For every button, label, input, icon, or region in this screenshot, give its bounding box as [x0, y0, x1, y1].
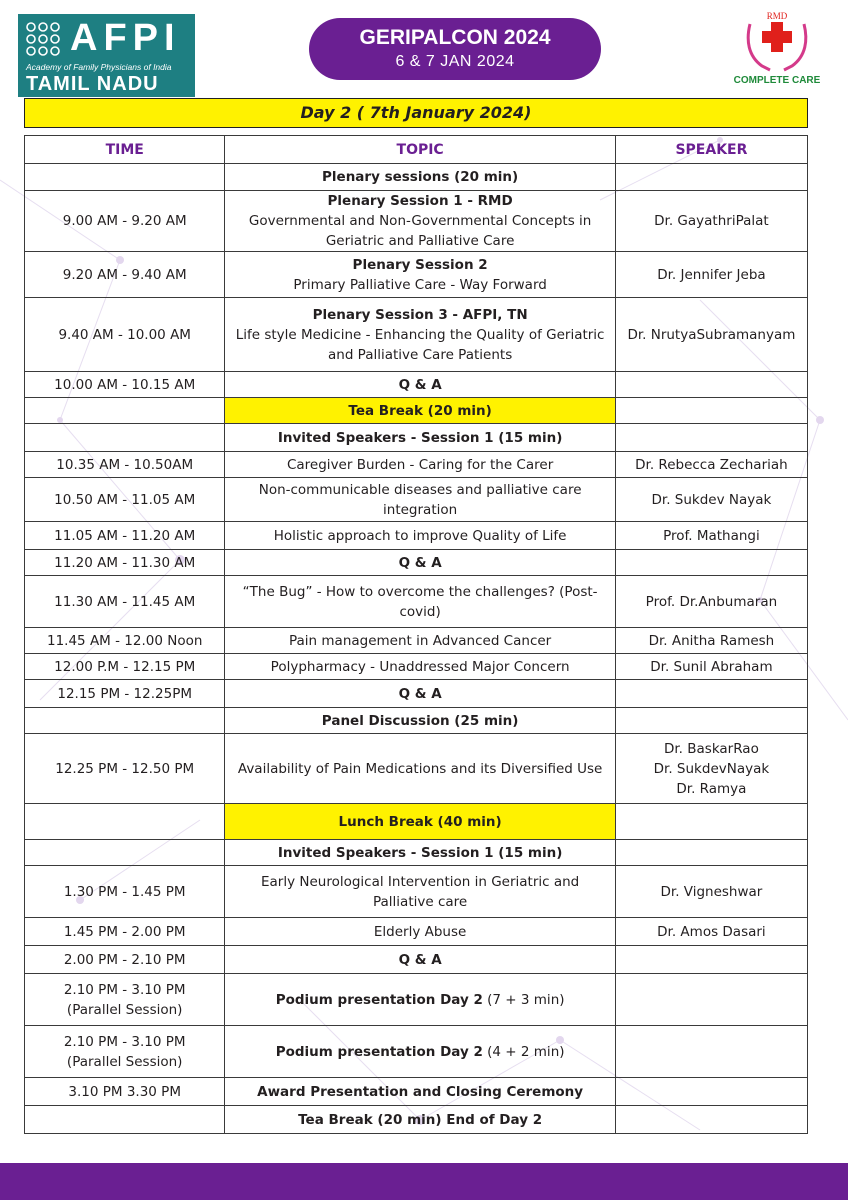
time-text: 2.00 PM - 2.10 PM: [63, 951, 186, 968]
time-text: 12.15 PM - 12.25PM: [57, 685, 192, 702]
speaker-cell: [615, 734, 807, 804]
topic-title: Lunch Break (40 min): [338, 813, 502, 830]
topic-title: Award Presentation and Closing Ceremony: [257, 1083, 584, 1100]
topic-cell: [225, 918, 615, 946]
table-row: [25, 452, 808, 478]
topic-description: Holistic approach to improve Quality of Life: [273, 527, 567, 544]
topic-cell: [225, 191, 615, 252]
speaker-cell: [615, 298, 807, 372]
table-row: [25, 840, 808, 866]
table-row: [25, 576, 808, 628]
topic-title: Invited Speakers - Session 1 (15 min): [277, 429, 563, 446]
topic-cell: [225, 680, 615, 708]
table-row: [25, 478, 808, 522]
topic-description: Caregiver Burden - Caring for the Carer: [286, 456, 554, 473]
speaker-name: Dr. Amos Dasari: [657, 923, 766, 940]
time-cell: [25, 918, 225, 946]
speaker-cell: [615, 1026, 807, 1078]
speaker-name: Prof. Dr.Anbumaran: [645, 593, 778, 610]
table-row: [25, 522, 808, 550]
topic-cell: [225, 398, 615, 424]
topic-cell: [225, 252, 615, 298]
time-text: 11.05 AM - 11.20 AM: [54, 527, 196, 544]
speaker-cell: [615, 654, 807, 680]
time-text: 2.10 PM - 3.10 PM: [63, 981, 186, 998]
topic-description: Life style Medicine - Enhancing the Quality of Geriatric and Palliative Care Patients: [235, 326, 605, 363]
table-row: [25, 1078, 808, 1106]
table-row: [25, 946, 808, 974]
topic-title: Q & A: [398, 554, 442, 571]
speaker-name: Dr. Rebecca Zechariah: [635, 456, 788, 473]
table-row: [25, 164, 808, 191]
topic-description: Elderly Abuse: [373, 923, 467, 940]
topic-title: Tea Break (20 min): [348, 402, 492, 419]
time-cell: [25, 252, 225, 298]
speaker-cell: [615, 252, 807, 298]
topic-cell: [225, 1026, 615, 1078]
time-cell: [25, 452, 225, 478]
time-text: 1.45 PM - 2.00 PM: [63, 923, 186, 940]
time-cell: [25, 1106, 225, 1134]
time-cell: [25, 654, 225, 680]
afpi-state: TAMIL NADU: [26, 73, 159, 95]
speaker-cell: [615, 680, 807, 708]
topic-title: Plenary Session 1 - RMD: [327, 193, 513, 209]
topic-cell: [225, 478, 615, 522]
time-cell: [25, 734, 225, 804]
table-row: [25, 654, 808, 680]
time-text: 11.20 AM - 11.30 AM: [54, 554, 196, 571]
topic-cell: [225, 1078, 615, 1106]
time-text: (Parallel Session): [66, 1001, 183, 1018]
afpi-dots-icon: [24, 20, 68, 60]
speaker-name: Prof. Mathangi: [663, 527, 760, 544]
time-cell: [25, 398, 225, 424]
afpi-full-name: Academy of Family Physicians of India: [26, 62, 172, 72]
time-cell: [25, 522, 225, 550]
topic-title: Q & A: [398, 376, 442, 393]
speaker-cell: [615, 946, 807, 974]
speaker-name: Dr. BaskarRao Dr. SukdevNayak Dr. Ramya: [653, 740, 770, 797]
time-cell: [25, 840, 225, 866]
topic-description: Availability of Pain Medications and its Diversified Use: [237, 760, 603, 777]
time-text: 9.40 AM - 10.00 AM: [58, 326, 191, 343]
rmd-tagline: COMPLETE CARE: [733, 75, 821, 86]
column-header-speaker: SPEAKER: [615, 136, 807, 164]
topic-title: Podium presentation Day 2: [275, 991, 483, 1008]
table-row: [25, 974, 808, 1026]
afpi-logo-text: AFPI: [70, 17, 181, 59]
table-row: [25, 424, 808, 452]
table-row: [25, 298, 808, 372]
topic-cell: [225, 372, 615, 398]
topic-description: Pain management in Advanced Cancer: [288, 632, 552, 649]
time-cell: [25, 1026, 225, 1078]
table-row: [25, 1026, 808, 1078]
topic-description: “The Bug” - How to overcome the challenges? (Post-covid): [242, 583, 598, 620]
table-row: [25, 550, 808, 576]
table-row: [25, 866, 808, 918]
time-text: 3.10 PM 3.30 PM: [68, 1083, 181, 1100]
speaker-cell: [615, 164, 807, 191]
topic-cell: [225, 654, 615, 680]
time-text: 10.35 AM - 10.50AM: [56, 456, 194, 473]
topic-cell: [225, 452, 615, 478]
time-text: 12.25 PM - 12.50 PM: [55, 760, 195, 777]
speaker-cell: [615, 974, 807, 1026]
column-header-time: TIME: [25, 136, 225, 164]
speaker-cell: [615, 1106, 807, 1134]
table-row: [25, 628, 808, 654]
time-cell: [25, 191, 225, 252]
table-row: [25, 918, 808, 946]
event-dates: 6 & 7 JAN 2024: [395, 53, 515, 70]
speaker-cell: [615, 804, 807, 840]
topic-description: Early Neurological Intervention in Geriatric and Palliative care: [260, 873, 580, 910]
time-cell: [25, 680, 225, 708]
topic-title: Q & A: [398, 951, 442, 968]
topic-cell: [225, 974, 615, 1026]
topic-cell: [225, 576, 615, 628]
time-text: 9.00 AM - 9.20 AM: [62, 213, 187, 229]
table-row: [25, 680, 808, 708]
topic-cell: [225, 164, 615, 191]
topic-cell: [225, 424, 615, 452]
rmd-hands-cross-icon: [742, 10, 812, 74]
time-text: 11.30 AM - 11.45 AM: [54, 593, 196, 610]
topic-cell: [225, 550, 615, 576]
speaker-cell: [615, 452, 807, 478]
time-text: 1.30 PM - 1.45 PM: [63, 883, 186, 900]
topic-cell: [225, 1106, 615, 1134]
time-cell: [25, 164, 225, 191]
speaker-name: Dr. Jennifer Jeba: [657, 266, 766, 283]
topic-cell: [225, 628, 615, 654]
time-cell: [25, 372, 225, 398]
topic-title: Plenary Session 3 - AFPI, TN: [312, 306, 528, 323]
speaker-cell: [615, 191, 807, 252]
topic-cell: [225, 866, 615, 918]
topic-description: Primary Palliative Care - Way Forward: [293, 276, 547, 293]
day-heading: Day 2 ( 7th January 2024): [24, 98, 808, 128]
speaker-cell: [615, 866, 807, 918]
topic-cell: [225, 840, 615, 866]
table-row: [25, 708, 808, 734]
topic-title: Podium presentation Day 2: [275, 1043, 483, 1060]
speaker-name: Dr. Sukdev Nayak: [651, 491, 772, 508]
speaker-cell: [615, 918, 807, 946]
time-cell: [25, 1078, 225, 1106]
topic-description: Polypharmacy - Unaddressed Major Concern: [270, 658, 570, 675]
topic-title: Plenary Session 2: [352, 256, 488, 273]
speaker-cell: [615, 398, 807, 424]
topic-cell: [225, 804, 615, 840]
table-row: [25, 1106, 808, 1134]
time-text: 10.50 AM - 11.05 AM: [54, 491, 196, 508]
event-banner: [309, 18, 601, 80]
speaker-cell: [615, 522, 807, 550]
speaker-name: Dr. Vigneshwar: [660, 883, 763, 900]
topic-description: Non-communicable diseases and palliative care integration: [258, 481, 582, 518]
speaker-cell: [615, 372, 807, 398]
time-text: (Parallel Session): [66, 1053, 183, 1070]
table-row: [25, 398, 808, 424]
speaker-cell: [615, 576, 807, 628]
schedule-body: [25, 164, 808, 1134]
topic-description: Governmental and Non-Governmental Concepts in Geriatric and Palliative Care: [248, 213, 592, 249]
table-row: [25, 372, 808, 398]
time-cell: [25, 550, 225, 576]
time-cell: [25, 478, 225, 522]
time-cell: [25, 866, 225, 918]
table-row: [25, 804, 808, 840]
table-row: [25, 734, 808, 804]
time-cell: [25, 628, 225, 654]
speaker-name: Dr. NrutyaSubramanyam: [627, 326, 796, 343]
event-title: GERIPALCON 2024: [359, 26, 551, 49]
time-text: 2.10 PM - 3.10 PM: [63, 1033, 186, 1050]
speaker-cell: [615, 708, 807, 734]
speaker-cell: [615, 550, 807, 576]
time-text: 9.20 AM - 9.40 AM: [62, 266, 187, 283]
time-cell: [25, 424, 225, 452]
topic-cell: [225, 708, 615, 734]
time-cell: [25, 974, 225, 1026]
speaker-cell: [615, 628, 807, 654]
table-header-row: [25, 136, 808, 164]
topic-cell: [225, 522, 615, 550]
table-row: [25, 191, 808, 252]
topic-title: Invited Speakers - Session 1 (15 min): [277, 844, 563, 861]
footer-bar: [0, 1163, 848, 1200]
speaker-cell: [615, 1078, 807, 1106]
speaker-name: Dr. GayathriPalat: [654, 213, 769, 229]
speaker-cell: [615, 424, 807, 452]
rmd-logo-text: RMD: [766, 11, 788, 21]
time-text: 12.00 P.M - 12.15 PM: [54, 658, 196, 675]
time-cell: [25, 576, 225, 628]
topic-description: (4 + 2 min): [487, 1043, 565, 1060]
topic-cell: [225, 298, 615, 372]
schedule-table: [24, 135, 808, 1134]
topic-title: Panel Discussion (25 min): [321, 712, 519, 729]
time-cell: [25, 708, 225, 734]
time-text: 11.45 AM - 12.00 Noon: [47, 632, 203, 649]
speaker-cell: [615, 840, 807, 866]
topic-title: Q & A: [398, 685, 442, 702]
topic-title: Plenary sessions (20 min): [322, 169, 519, 185]
time-cell: [25, 804, 225, 840]
rmd-logo: [724, 10, 830, 94]
topic-description: (7 + 3 min): [487, 991, 565, 1008]
topic-cell: [225, 734, 615, 804]
topic-title: Tea Break (20 min) End of Day 2: [298, 1111, 543, 1128]
time-cell: [25, 946, 225, 974]
speaker-name: Dr. Anitha Ramesh: [648, 632, 775, 649]
speaker-cell: [615, 478, 807, 522]
column-header-topic: TOPIC: [225, 136, 615, 164]
topic-cell: [225, 946, 615, 974]
afpi-logo: [18, 14, 195, 97]
time-cell: [25, 298, 225, 372]
table-row: [25, 252, 808, 298]
time-text: 10.00 AM - 10.15 AM: [54, 376, 196, 393]
speaker-name: Dr. Sunil Abraham: [650, 658, 773, 675]
